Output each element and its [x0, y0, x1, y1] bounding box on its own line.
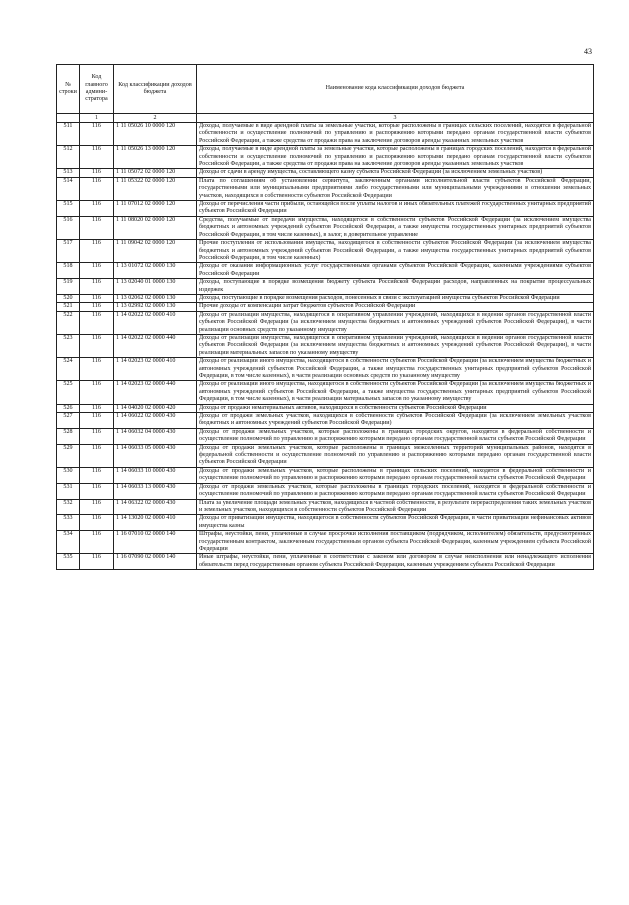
- table-row: [57, 515, 594, 531]
- admin-code-cell: 116: [80, 413, 114, 429]
- classification-code-cell: 1 11 05026 13 0000 120: [114, 146, 197, 169]
- classification-code-cell: 1 14 06022 02 0000 430: [114, 413, 197, 429]
- admin-code-cell: 116: [80, 428, 114, 444]
- classification-code-cell: 1 14 02022 02 0000 410: [114, 311, 197, 334]
- row-number-cell: 513: [57, 169, 80, 177]
- admin-code-cell: 116: [80, 294, 114, 302]
- code-name-cell: Средства, получаемые от передачи имущества, находящегося в собственности субъектов Российской Федерации (за исключением имущества бюджетных и автономных учреждений субъектов Российской Федерации, а также имущества государственных унитарных предприятий субъектов Российской Федерации, в том числе казенных), в залог, в доверительное управление: [197, 216, 594, 239]
- classification-code-cell: 1 16 07010 02 0000 140: [114, 531, 197, 554]
- header-code-name: Наименование кода классификации доходов бюджета: [197, 65, 594, 114]
- classification-code-cell: 1 11 07012 02 0000 120: [114, 201, 197, 217]
- table-row: [57, 413, 594, 429]
- admin-code-cell: 116: [80, 358, 114, 381]
- admin-code-cell: 116: [80, 177, 114, 200]
- row-number-cell: 522: [57, 311, 80, 334]
- code-name-cell: Доходы от реализации имущества, находящегося в оперативном управлении учреждений, находящихся в ведении органов государственной власти субъектов Российской Федерации (за исключением имущества бюджетных и автономных учреждений субъектов Российской Федерации), в части реализации основных средств по указанному имуществу: [197, 311, 594, 334]
- header-row-number: № строки: [57, 65, 80, 114]
- table-row: [57, 531, 594, 554]
- admin-code-cell: 116: [80, 311, 114, 334]
- admin-code-cell: 116: [80, 483, 114, 499]
- row-number-cell: 514: [57, 177, 80, 200]
- table-row: [57, 169, 594, 177]
- table-row: [57, 240, 594, 263]
- admin-code-cell: 116: [80, 444, 114, 467]
- row-number-cell: 535: [57, 554, 80, 570]
- row-number-cell: 517: [57, 240, 80, 263]
- code-name-cell: Доходы от сдачи в аренду имущества, составляющего казну субъекта Российской Федерации (за исключением земельных участков): [197, 169, 594, 177]
- classification-code-cell: 1 11 09042 02 0000 120: [114, 240, 197, 263]
- code-name-cell: Доходы, получаемые в виде арендной платы за земельные участки, которые расположены в границах сельских поселений, находятся в федеральной собственности и осуществление полномочий по управлению и распоряжению которыми передано органам государственной власти субъектов Российской Федерации, а также средства от продажи права на заключение договоров аренды указанных земельных участков: [197, 123, 594, 146]
- table-header-row: [57, 65, 594, 114]
- code-name-cell: Доходы от продажи нематериальных активов, находящихся в собственности субъектов Российской Федерации: [197, 404, 594, 412]
- table-row: [57, 499, 594, 515]
- code-name-cell: Доходы от продажи земельных участков, которые расположены в границах сельских поселений, находятся в федеральной собственности и осуществление полномочий по управлению и распоряжению которыми передано органам государственной власти субъектов Российской Федерации: [197, 467, 594, 483]
- code-name-cell: Плата по соглашениям об установлении сервитута, заключенным органами исполнительной власти субъектов Российской Федерации, государственными или муниципальными предприятиями либо государственными или муниципальными учреждениями в отношении земельных участков, находящихся в собственности субъектов Российской Федерации: [197, 177, 594, 200]
- admin-code-cell: 116: [80, 201, 114, 217]
- code-name-cell: Штрафы, неустойки, пени, уплаченные в случае просрочки исполнения поставщиком (подрядчиком, исполнителем) обязательств, предусмотренных государственным контрактом, заключенным государственным органом субъекта Российской Федерации, казенным учреждением субъекта Российской Федерации: [197, 531, 594, 554]
- table-row: [57, 216, 594, 239]
- admin-code-cell: 116: [80, 334, 114, 357]
- table-row: [57, 483, 594, 499]
- classification-code-cell: 1 13 02062 02 0000 130: [114, 294, 197, 302]
- row-number-cell: 533: [57, 515, 80, 531]
- table-row: [57, 381, 594, 404]
- row-number-cell: 523: [57, 334, 80, 357]
- classification-code-cell: 1 14 02022 02 0000 440: [114, 334, 197, 357]
- code-name-cell: Прочие доходы от компенсации затрат бюджетов субъектов Российской Федерации: [197, 303, 594, 311]
- column-number: 1: [80, 114, 114, 123]
- classification-code-cell: 1 11 08020 02 0000 120: [114, 216, 197, 239]
- classification-code-cell: 1 14 04020 02 0000 420: [114, 404, 197, 412]
- table-row: [57, 428, 594, 444]
- row-number-cell: 528: [57, 428, 80, 444]
- table-row: [57, 444, 594, 467]
- row-number-cell: 521: [57, 303, 80, 311]
- admin-code-cell: 116: [80, 404, 114, 412]
- code-name-cell: Доходы от продажи земельных участков, которые расположены в границах городских округов, находятся в федеральной собственности и осуществление полномочий по управлению и распоряжению которыми передано органам государственной власти субъектов Российской Федерации: [197, 428, 594, 444]
- page-number: 43: [584, 47, 592, 56]
- column-number: [57, 114, 80, 123]
- table-row: [57, 334, 594, 357]
- code-name-cell: Доходы, получаемые в виде арендной платы за земельные участки, которые расположены в границах городских поселений, находятся в федеральной собственности и осуществление полномочий по управлению и распоряжению которыми передано органам государственной власти субъектов Российской Федерации, а также средства от продажи права на заключение договоров аренды указанных земельных участков: [197, 146, 594, 169]
- code-name-cell: Доходы от приватизации имущества, находящегося в собственности субъектов Российской Федерации, в части приватизации нефинансовых активов имущества казны: [197, 515, 594, 531]
- row-number-cell: 511: [57, 123, 80, 146]
- classification-code-cell: 1 14 06033 10 0000 430: [114, 467, 197, 483]
- classification-code-cell: 1 13 02992 02 0000 130: [114, 303, 197, 311]
- admin-code-cell: 116: [80, 240, 114, 263]
- code-name-cell: Доходы, поступающие в порядке возмещения расходов, понесенных в связи с эксплуатацией имущества субъектов Российской Федерации: [197, 294, 594, 302]
- table-row: [57, 404, 594, 412]
- admin-code-cell: 116: [80, 263, 114, 279]
- table-row: [57, 554, 594, 570]
- classification-code-cell: 1 11 05322 02 0000 120: [114, 177, 197, 200]
- column-number: 3: [197, 114, 594, 123]
- classification-code-cell: 1 14 06322 02 0000 430: [114, 499, 197, 515]
- classification-code-cell: 1 14 06032 04 0000 430: [114, 428, 197, 444]
- code-name-cell: Доходы от реализации иного имущества, находящегося в собственности субъектов Российской Федерации (за исключением имущества бюджетных и автономных учреждений субъектов Российской Федерации, а также имущества государственных унитарных предприятий субъектов Российской Федерации, в том числе казенных), в части реализации основных средств по указанному имуществу: [197, 358, 594, 381]
- admin-code-cell: 116: [80, 123, 114, 146]
- column-number: 2: [114, 114, 197, 123]
- admin-code-cell: 116: [80, 279, 114, 295]
- row-number-cell: 515: [57, 201, 80, 217]
- classification-code-cell: 1 13 01072 02 0000 130: [114, 263, 197, 279]
- admin-code-cell: 116: [80, 146, 114, 169]
- row-number-cell: 532: [57, 499, 80, 515]
- code-name-cell: Доходы от продажи земельных участков, находящихся в собственности субъектов Российской Федерации (за исключением земельных участков бюджетных и автономных учреждений субъектов Российской Федерации): [197, 413, 594, 429]
- classification-code-cell: 1 11 05072 02 0000 120: [114, 169, 197, 177]
- row-number-cell: 531: [57, 483, 80, 499]
- row-number-cell: 530: [57, 467, 80, 483]
- admin-code-cell: 116: [80, 303, 114, 311]
- row-number-cell: 525: [57, 381, 80, 404]
- table-body: [57, 123, 594, 570]
- header-admin-code: Код главного админи- стратора: [80, 65, 114, 114]
- classification-code-cell: 1 14 02023 02 0000 440: [114, 381, 197, 404]
- classification-code-cell: 1 14 13020 02 0000 410: [114, 515, 197, 531]
- table-row: [57, 311, 594, 334]
- row-number-cell: 524: [57, 358, 80, 381]
- classification-code-cell: 1 11 05026 10 0000 120: [114, 123, 197, 146]
- row-number-cell: 512: [57, 146, 80, 169]
- code-name-cell: Прочие поступления от использования имущества, находящегося в собственности субъектов Российской Федерации (за исключением имущества бюджетных и автономных учреждений субъектов Российской Федерации, а также имущества государственных унитарных предприятий субъектов Российской Федерации, в том числе казенных): [197, 240, 594, 263]
- admin-code-cell: 116: [80, 554, 114, 570]
- table-row: [57, 201, 594, 217]
- table-row: [57, 358, 594, 381]
- code-name-cell: Доходы от реализации иного имущества, находящегося в собственности субъектов Российской Федерации (за исключением имущества бюджетных и автономных учреждений субъектов Российской Федерации, а также имущества государственных унитарных предприятий субъектов Российской Федерации, в том числе казенных), в части реализации материальных запасов по указанному имуществу: [197, 381, 594, 404]
- admin-code-cell: 116: [80, 381, 114, 404]
- column-number-row: [57, 114, 594, 123]
- table-row: [57, 303, 594, 311]
- row-number-cell: 527: [57, 413, 80, 429]
- classification-code-cell: 1 13 02040 01 0000 130: [114, 279, 197, 295]
- row-number-cell: 516: [57, 216, 80, 239]
- code-name-cell: Доходы от перечисления части прибыли, остающейся после уплаты налогов и иных обязательных платежей государственных унитарных предприятий субъектов Российской Федерации: [197, 201, 594, 217]
- table-row: [57, 123, 594, 146]
- code-name-cell: Доходы от реализации имущества, находящегося в оперативном управлении учреждений, находящихся в ведении органов государственной власти субъектов Российской Федерации (за исключением имущества бюджетных и автономных учреждений субъектов Российской Федерации), в части реализации материальных запасов по указанному имуществу: [197, 334, 594, 357]
- row-number-cell: 518: [57, 263, 80, 279]
- admin-code-cell: 116: [80, 531, 114, 554]
- revenue-classification-table: [56, 64, 594, 570]
- header-classification-code: Код классификации доходов бюджета: [114, 65, 197, 114]
- row-number-cell: 520: [57, 294, 80, 302]
- row-number-cell: 519: [57, 279, 80, 295]
- table-row: [57, 177, 594, 200]
- row-number-cell: 529: [57, 444, 80, 467]
- table-row: [57, 294, 594, 302]
- admin-code-cell: 116: [80, 499, 114, 515]
- classification-code-cell: 1 14 06033 05 0000 430: [114, 444, 197, 467]
- admin-code-cell: 116: [80, 515, 114, 531]
- table-row: [57, 146, 594, 169]
- code-name-cell: Иные штрафы, неустойки, пени, уплаченные в соответствии с законом или договором в случае неисполнения или ненадлежащего исполнения обязательств перед государственным органом субъекта Российской Федерации, казенным учреждением субъекта Российской Федерации: [197, 554, 594, 570]
- admin-code-cell: 116: [80, 169, 114, 177]
- code-name-cell: Плата за увеличение площади земельных участков, находящихся в частной собственности, в результате перераспределения таких земельных участков и земельных участков, находящихся в собственности субъектов Российской Федерации: [197, 499, 594, 515]
- code-name-cell: Доходы, поступающие в порядке возмещения бюджету субъекта Российской Федерации расходов, направленных на покрытие процессуальных издержек: [197, 279, 594, 295]
- code-name-cell: Доходы от продажи земельных участков, которые расположены в границах городских поселений, находятся в федеральной собственности и осуществление полномочий по управлению и распоряжению которыми передано органам государственной власти субъектов Российской Федерации: [197, 483, 594, 499]
- table-row: [57, 263, 594, 279]
- row-number-cell: 526: [57, 404, 80, 412]
- table-row: [57, 467, 594, 483]
- admin-code-cell: 116: [80, 216, 114, 239]
- code-name-cell: Доходы от оказания информационных услуг государственными органами субъектов Российской Федерации, казенными учреждениями субъектов Российской Федерации: [197, 263, 594, 279]
- admin-code-cell: 116: [80, 467, 114, 483]
- table-row: [57, 279, 594, 295]
- row-number-cell: 534: [57, 531, 80, 554]
- classification-code-cell: 1 14 06033 13 0000 430: [114, 483, 197, 499]
- code-name-cell: Доходы от продажи земельных участков, которые расположены в границах межселенных территорий муниципальных районов, находятся в федеральной собственности и осуществление полномочий по управлению и распоряжению которыми передано органам государственной власти субъектов Российской Федерации: [197, 444, 594, 467]
- classification-code-cell: 1 16 07090 02 0000 140: [114, 554, 197, 570]
- classification-code-cell: 1 14 02023 02 0000 410: [114, 358, 197, 381]
